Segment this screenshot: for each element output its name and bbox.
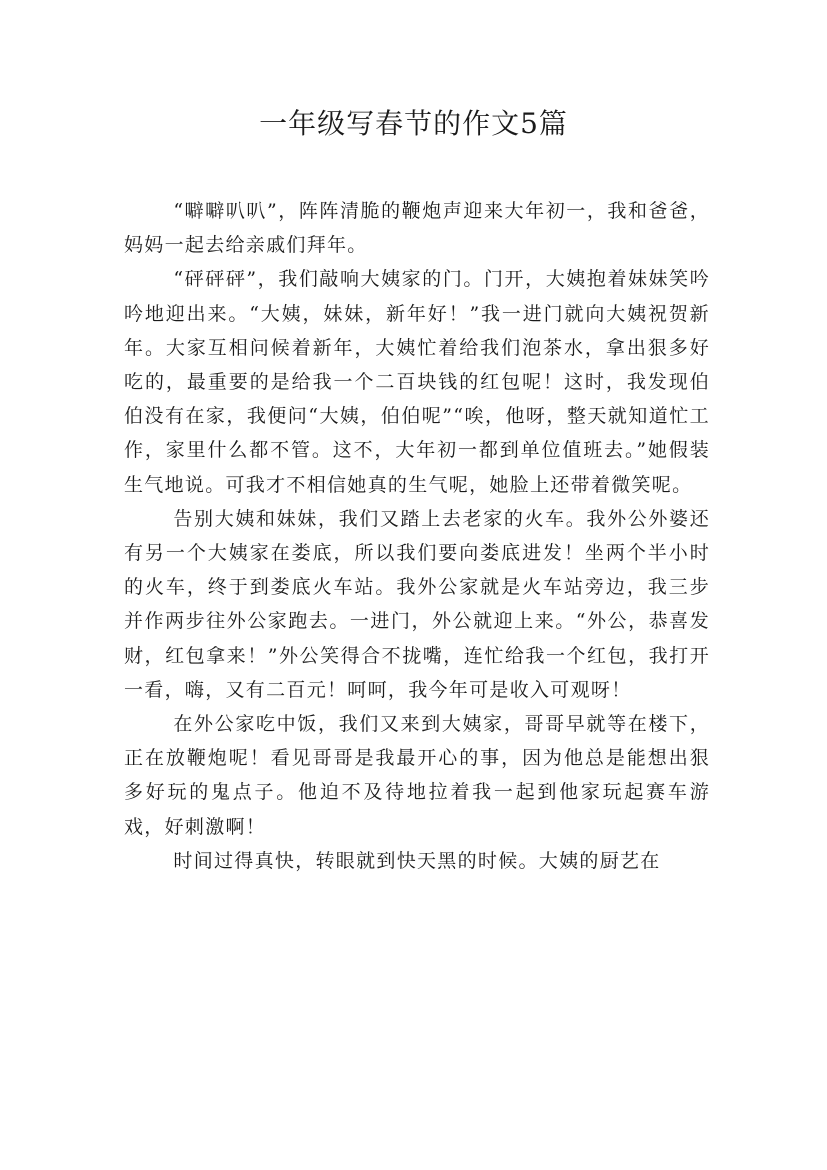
paragraph-5: 时间过得真快，转眼就到快天黑的时候。大姨的厨艺在 xyxy=(173,849,661,872)
paragraph-2: “砰砰砰”，我们敲响大姨家的门。门开，大姨抱着妹妹笑吟吟地迎出来。“大姨，妹妹，新年好！”我一进门就向大姨祝贺新年。大家互相问候着新年，大姨忙着给我们泡茶水，拿出狠多好吃的，最重要的是给我一个二百块钱的红包呢！这时，我发现伯伯没有在家，我便问“大姨，伯伯呢”“唉，他呀，整天就知道忙工作，家里什么都不管。这不，大年初一都到单位值班去。”她假装生气地说。可我才不相信她真的生气呢，她脸上还带着微笑呢。 xyxy=(124,268,710,496)
paragraph-1: “噼噼叭叭”，阵阵清脆的鞭炮声迎来大年初一，我和爸爸，妈妈一起去给亲戚们拜年。 xyxy=(124,200,710,257)
paragraph-4: 在外公家吃中饭，我们又来到大姨家，哥哥早就等在楼下，正在放鞭炮呢！看见哥哥是我最开心的事，因为他总是能想出狠多好玩的鬼点子。他迫不及待地拉着我一起到他家玩起赛车游戏，好刺激啊！ xyxy=(124,713,710,838)
document-title: 一年级写春节的作文5篇 xyxy=(259,107,568,140)
paragraph-3: 告别大姨和妹妹，我们又踏上去老家的火车。我外公外婆还有另一个大姨家在娄底，所以我们要向娄底进发！坐两个半小时的火车，终于到娄底火车站。我外公家就是火车站旁边，我三步并作两步往外公家跑去。一进门，外公就迎上来。“外公，恭喜发财，红包拿来！”外公笑得合不拢嘴，连忙给我一个红包，我打开一看，嗨，又有二百元！呵呵，我今年可是收入可观呀！ xyxy=(124,507,710,701)
document-body xyxy=(124,194,710,878)
